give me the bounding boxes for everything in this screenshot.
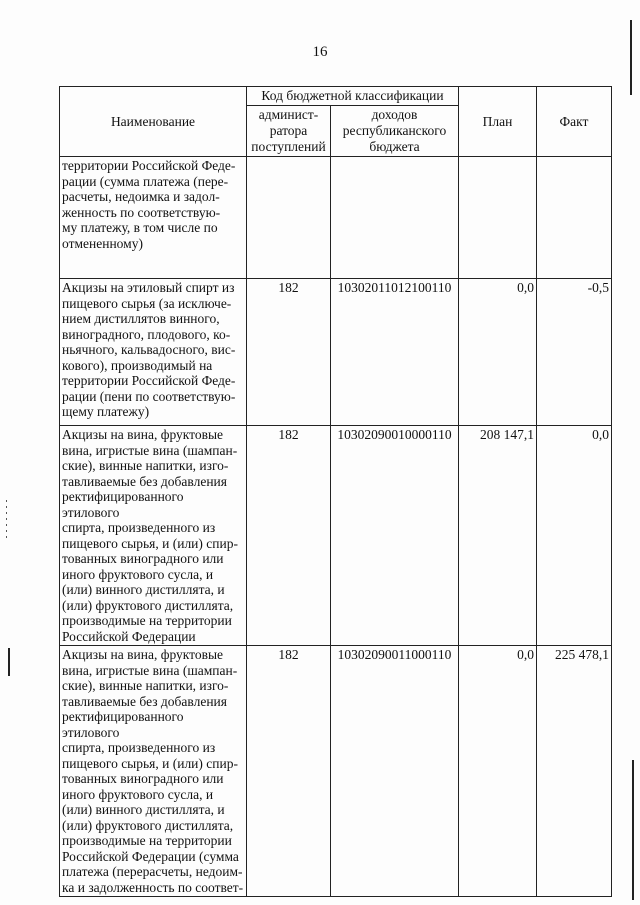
table-row bbox=[60, 279, 612, 426]
row-plan: 0,0 bbox=[459, 279, 537, 426]
budget-revenue-table bbox=[59, 86, 612, 897]
row-revenue-code: 10302090011000110 bbox=[331, 646, 459, 897]
row-revenue-code: 10302090010000110 bbox=[331, 426, 459, 646]
table-row bbox=[60, 157, 612, 279]
row-revenue-code: 10302011012100110 bbox=[331, 279, 459, 426]
header-revenue: доходов республиканского бюджета bbox=[331, 106, 459, 157]
row-admin-code: 182 bbox=[247, 646, 331, 897]
header-plan: План bbox=[459, 87, 537, 157]
row-plan bbox=[459, 157, 537, 279]
row-fact: 0,0 bbox=[537, 426, 612, 646]
table-row bbox=[60, 646, 612, 897]
scan-artifact-dots bbox=[6, 500, 7, 540]
scan-artifact-line bbox=[632, 760, 634, 900]
row-fact bbox=[537, 157, 612, 279]
row-name: территории Российской Феде- рации (сумма платежа (пере- расчеты, недоимка и задол- женность по соответствую- му платежу, в том числе по отмененному) bbox=[60, 157, 247, 279]
page-number: 16 bbox=[312, 44, 328, 60]
header-name: Наименование bbox=[60, 87, 247, 157]
row-name: Акцизы на вина, фруктовые вина, игристые вина (шампан- ские), винные напитки, изго- тавливаемые без добавления ректифицированного этилового спирта, произведенного из пищевого сырья, и (или) спир- тованных виноградного или иного фруктового сусла, и (или) винного дистиллята, и (или) фруктового дистиллята, производимые на территории Российской Федерации bbox=[60, 426, 247, 646]
header-admin: админист- ратора поступлений bbox=[247, 106, 331, 157]
row-name: Акцизы на вина, фруктовые вина, игристые вина (шампан- ские), винные напитки, изго- тавливаемые без добавления ректифицированного этилового спирта, произведенного из пищевого сырья, и (или) спир- тованных виноградного или иного фруктового сусла, и (или) винного дистиллята, и (или) фруктового дистиллята, производимые на территории Российской Федерации (сумма платежа (перерасчеты, недоим- ка и задолженность по соответ- bbox=[60, 646, 247, 897]
row-fact: 225 478,1 bbox=[537, 646, 612, 897]
row-plan: 0,0 bbox=[459, 646, 537, 897]
row-admin-code bbox=[247, 157, 331, 279]
row-plan: 208 147,1 bbox=[459, 426, 537, 646]
header-code-group: Код бюджетной классификации bbox=[247, 87, 459, 106]
scan-artifact-line bbox=[8, 648, 10, 676]
row-revenue-code bbox=[331, 157, 459, 279]
row-admin-code: 182 bbox=[247, 279, 331, 426]
row-admin-code: 182 bbox=[247, 426, 331, 646]
header-fact: Факт bbox=[537, 87, 612, 157]
table-row bbox=[60, 426, 612, 646]
row-fact: -0,5 bbox=[537, 279, 612, 426]
row-name: Акцизы на этиловый спирт из пищевого сырья (за исключе- нием дистиллятов винного, виноградного, плодового, ко- ньячного, кальвадосного, вис- кового), производимый на территории Российской Феде- рации (пени по соответствую- щему платежу) bbox=[60, 279, 247, 426]
